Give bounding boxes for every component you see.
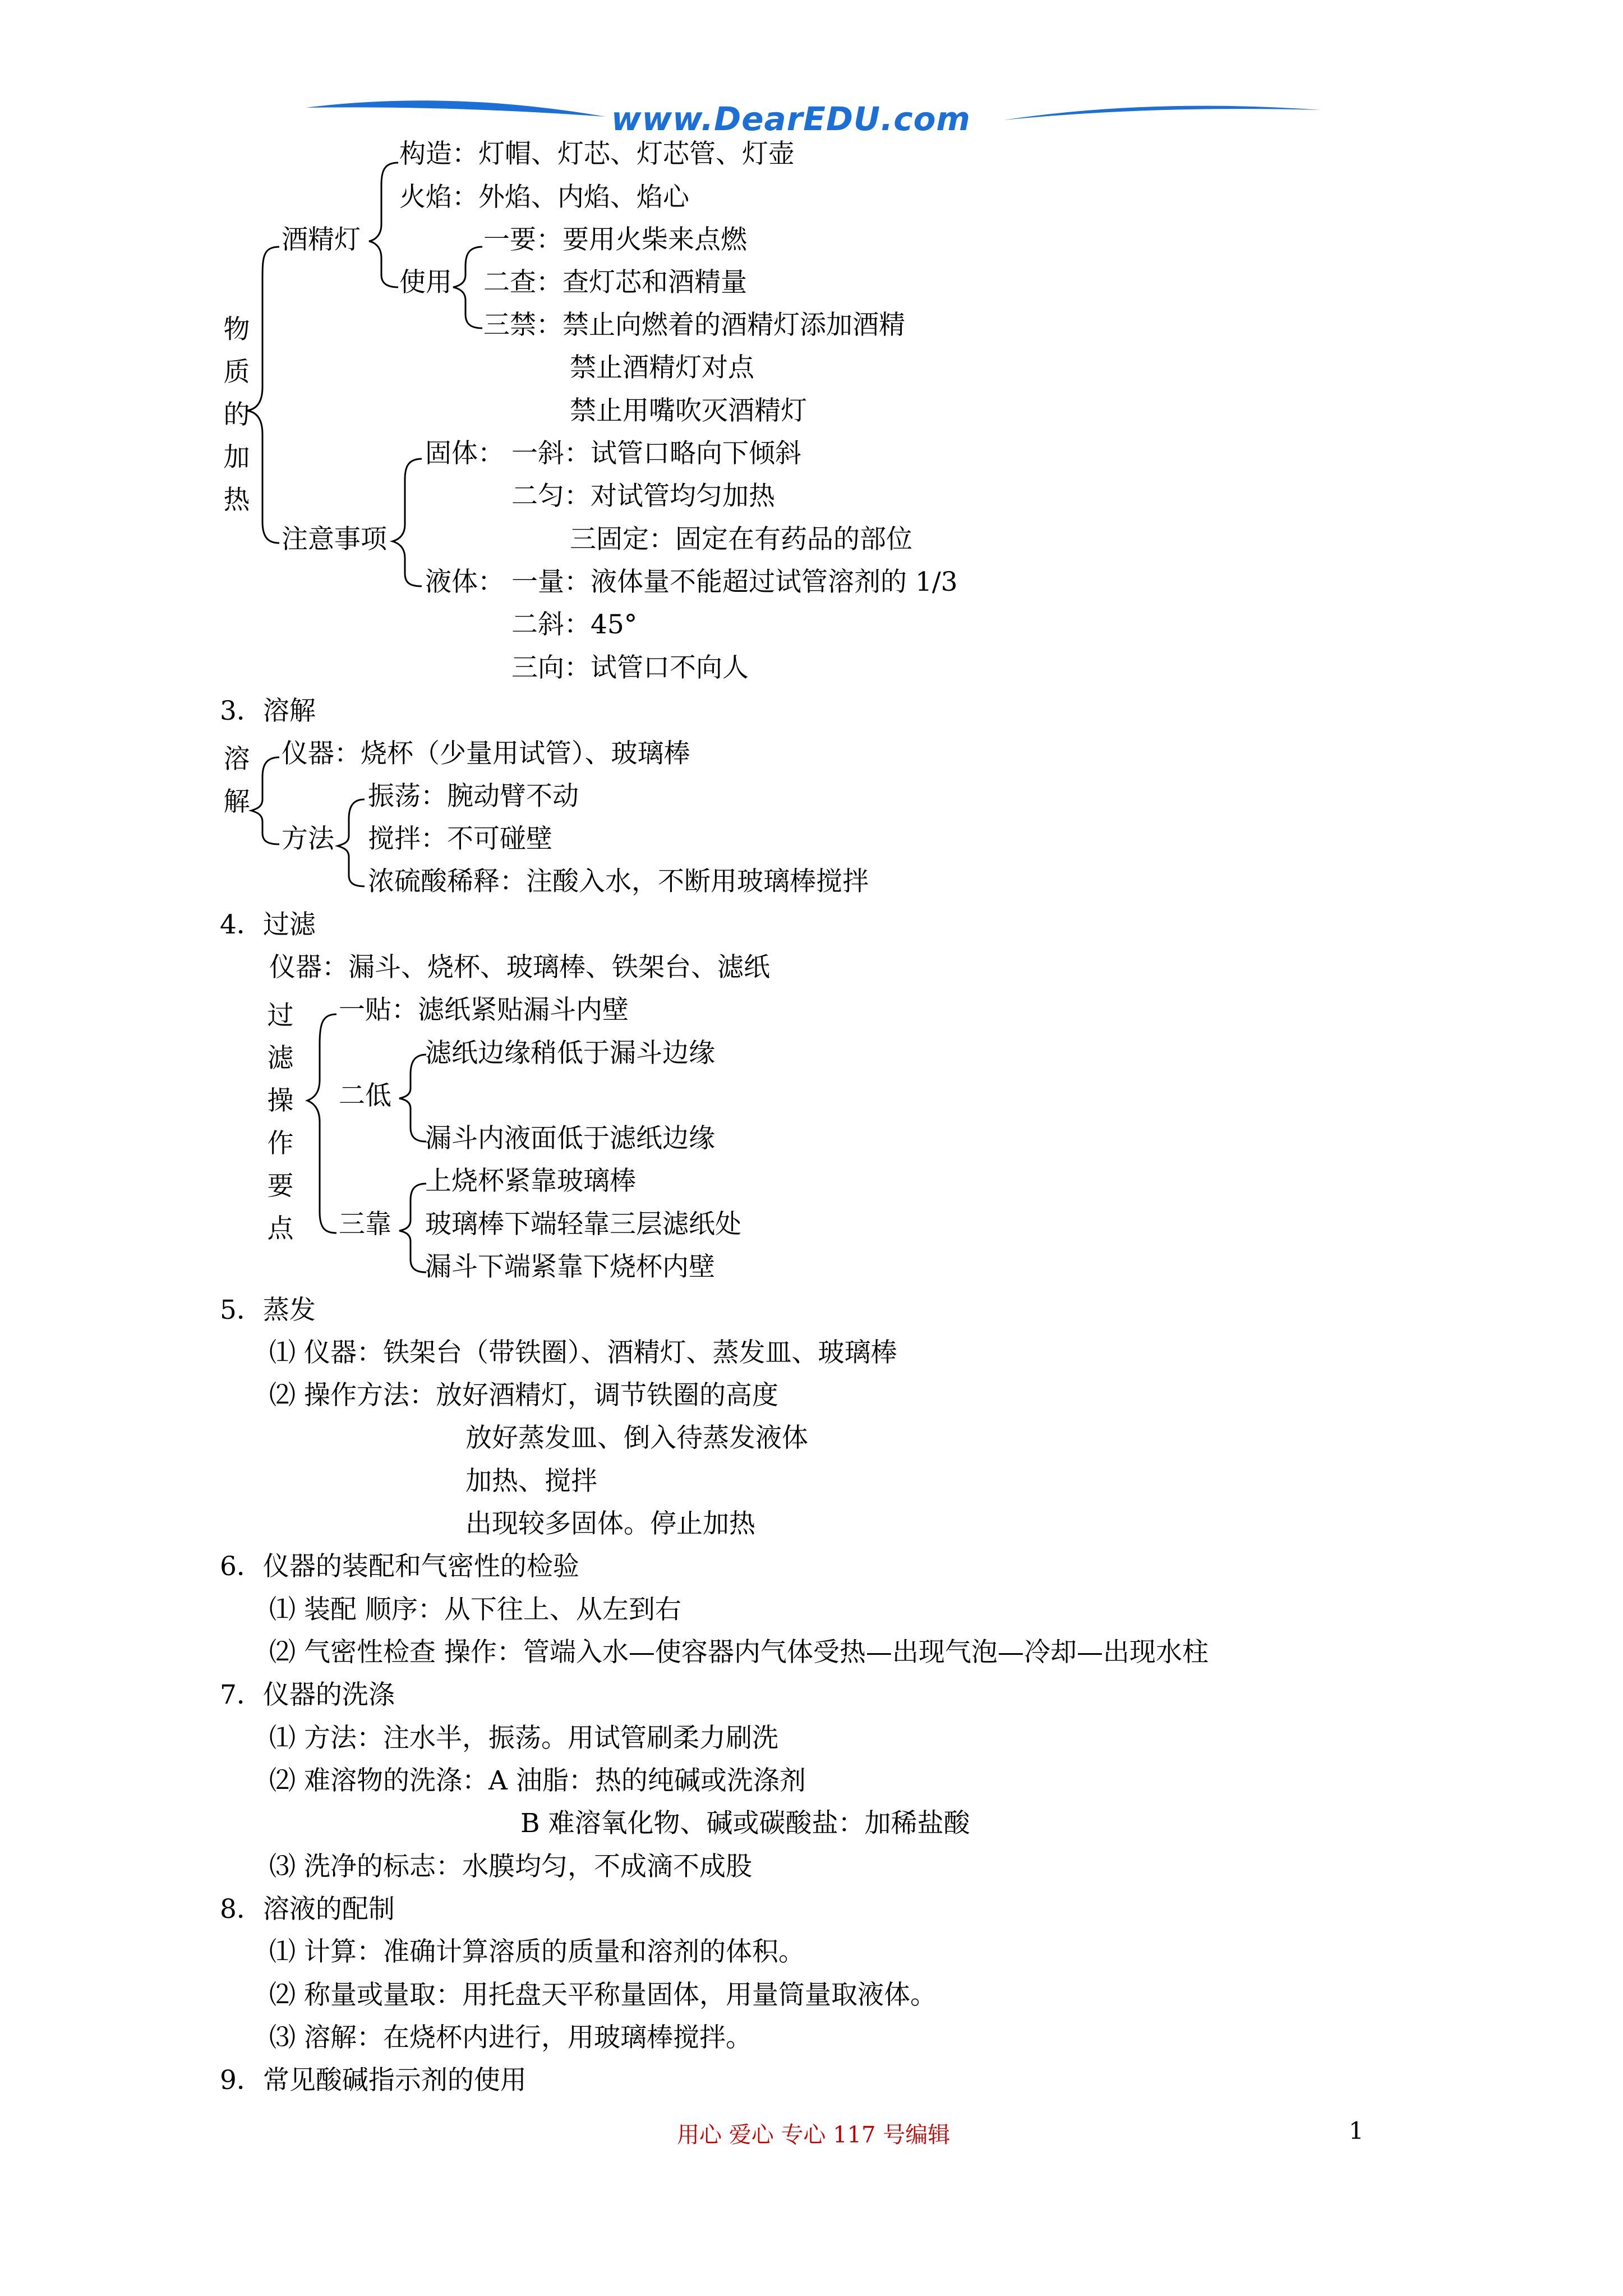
filter-vertical-char: 过 — [267, 1000, 294, 1031]
wash-item: ⑴ 方法：注水半，振荡。用试管刷柔力刷洗 — [269, 1723, 778, 1754]
section-heading: 4．过滤 — [220, 909, 316, 940]
solution-item: ⑶ 溶解：在烧杯内进行，用玻璃棒搅拌。 — [269, 2022, 752, 2053]
notes-label: 注意事项 — [282, 524, 387, 555]
heat-vertical-char: 物 — [223, 314, 250, 345]
filter-low-item: 滤纸边缘稍低于漏斗边缘 — [425, 1038, 715, 1069]
wash-item: ⑶ 洗净的标志：水膜均匀，不成滴不成股 — [269, 1851, 752, 1882]
filter-lean-label: 三靠 — [339, 1209, 391, 1240]
dissolve-method-item: 浓硫酸稀释：注酸入水，不断用玻璃棒搅拌 — [368, 866, 869, 897]
heat-vertical-char: 热 — [223, 485, 250, 516]
section-heading: 3．溶解 — [220, 696, 316, 726]
liquid-item: 二斜：45° — [511, 609, 638, 640]
brand-logo: www.DearEDU.com — [611, 100, 971, 138]
filter-lean-item: 漏斗下端紧靠下烧杯内壁 — [425, 1251, 715, 1282]
filter-vertical-char: 滤 — [267, 1043, 294, 1074]
evap-item: 放好蒸发皿、倒入待蒸发液体 — [465, 1423, 808, 1453]
section-heading: 9．常见酸碱指示剂的使用 — [220, 2065, 527, 2096]
use-item: 禁止酒精灯对点 — [570, 352, 754, 383]
dissolve-instrument: 仪器：烧杯（少量用试管）、玻璃棒 — [282, 738, 690, 769]
evap-item: ⑵ 操作方法：放好酒精灯，调节铁圈的高度 — [269, 1380, 778, 1411]
dissolve-vertical-char: 解 — [223, 786, 250, 817]
solid-item: 一斜：试管口略向下倾斜 — [511, 438, 801, 469]
liquid-item: 一量：液体量不能超过试管溶剂的 1/3 — [511, 567, 958, 597]
filter-instrument: 仪器：漏斗、烧杯、玻璃棒、铁架台、滤纸 — [269, 952, 770, 983]
filter-tie: 一贴：滤纸紧贴漏斗内壁 — [339, 995, 629, 1025]
dissolve-vertical-char: 溶 — [223, 744, 250, 775]
use-item: 三禁：禁止向燃着的酒精灯添加酒精 — [483, 310, 905, 341]
section-heading: 8．溶液的配制 — [220, 1894, 395, 1925]
lamp-use-label: 使用 — [399, 267, 452, 298]
solid-item: 二匀：对试管均匀加热 — [511, 481, 775, 512]
footer-text: 用心 爱心 专心 117 号编辑 — [677, 2122, 951, 2148]
heat-vertical-char: 加 — [223, 442, 250, 473]
filter-vertical-char: 作 — [267, 1128, 294, 1159]
use-item: 二查：查灯芯和酒精量 — [483, 267, 747, 298]
dissolve-method-label: 方法 — [282, 823, 334, 854]
filter-lean-item: 上烧杯紧靠玻璃棒 — [425, 1166, 636, 1197]
evap-item: ⑴ 仪器：铁架台（带铁圈）、酒精灯、蒸发皿、玻璃棒 — [269, 1337, 897, 1368]
solution-item: ⑴ 计算：准确计算溶质的质量和溶剂的体积。 — [269, 1936, 805, 1967]
wash-item: ⑵ 难溶物的洗涤：A 油脂：热的纯碱或洗涤剂 — [269, 1765, 806, 1796]
filter-vertical-title — [264, 995, 297, 1250]
solid-item: 三固定：固定在有药品的部位 — [570, 524, 912, 555]
lamp-label: 酒精灯 — [282, 224, 361, 255]
filter-low-label: 二低 — [339, 1080, 391, 1111]
use-item: 一要：要用火柴来点燃 — [483, 224, 747, 255]
section-heading: 7．仪器的洗涤 — [220, 1680, 395, 1710]
solid-label: 固体： — [425, 438, 504, 469]
evap-item: 出现较多固体。停止加热 — [465, 1508, 755, 1539]
heat-vertical-title — [220, 309, 253, 522]
dissolve-method-item: 搅拌：不可碰壁 — [368, 823, 552, 854]
heat-vertical-char: 质 — [223, 357, 250, 388]
use-item: 禁止用嘴吹灭酒精灯 — [570, 395, 807, 426]
wash-item: B 难溶氧化物、碱或碳酸盐：加稀盐酸 — [520, 1808, 970, 1839]
page-number: 1 — [1349, 2117, 1364, 2145]
filter-vertical-char: 操 — [267, 1085, 294, 1116]
liquid-item: 三向：试管口不向人 — [511, 652, 749, 683]
dissolve-method-item: 振荡：腕动臂不动 — [368, 781, 579, 812]
filter-vertical-char: 要 — [267, 1171, 294, 1202]
lamp-flame: 火焰：外焰、内焰、焰心 — [399, 182, 689, 213]
assembly-item: ⑴ 装配 顺序：从下往上、从左到右 — [269, 1594, 681, 1625]
dissolve-vertical-title — [220, 738, 253, 823]
section-heading: 6．仪器的装配和气密性的检验 — [220, 1551, 579, 1582]
evap-item: 加热、搅拌 — [465, 1466, 597, 1497]
solution-item: ⑵ 称量或量取：用托盘天平称量固体，用量筒量取液体。 — [269, 1980, 937, 2010]
filter-lean-item: 玻璃棒下端轻靠三层滤纸处 — [425, 1209, 741, 1240]
section-heading: 5．蒸发 — [220, 1295, 316, 1326]
heat-vertical-char: 的 — [223, 399, 250, 430]
assembly-item: ⑵ 气密性检查 操作：管端入水—使容器内气体受热—出现气泡—冷却—出现水柱 — [269, 1637, 1209, 1668]
filter-vertical-char: 点 — [267, 1213, 294, 1244]
liquid-label: 液体： — [425, 567, 504, 597]
filter-low-item: 漏斗内液面低于滤纸边缘 — [425, 1123, 715, 1154]
lamp-construct: 构造：灯帽、灯芯、灯芯管、灯壶 — [399, 139, 795, 169]
